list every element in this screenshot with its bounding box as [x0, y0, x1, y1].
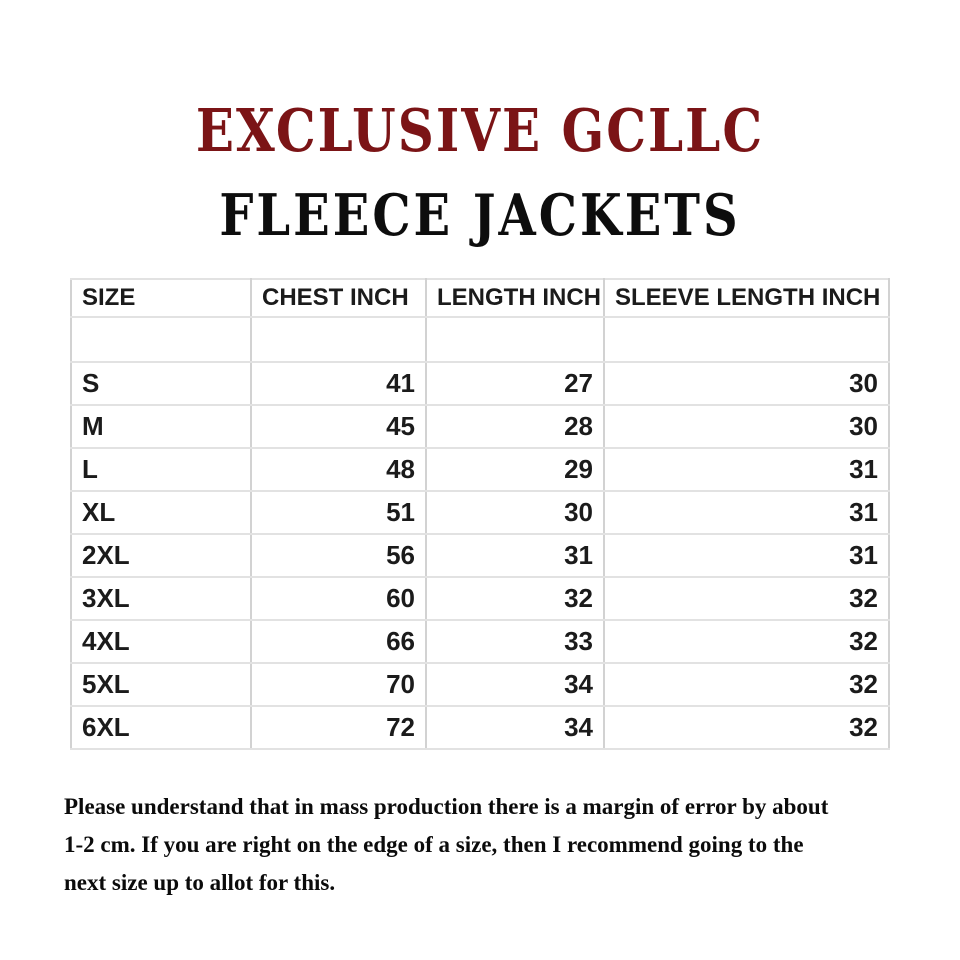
length-cell: 32	[426, 577, 604, 620]
length-cell: 34	[426, 706, 604, 749]
table-row	[71, 706, 889, 749]
page-subtitle: FLEECE JACKETS	[219, 182, 741, 250]
page-title: EXCLUSIVE GCLLC	[195, 95, 765, 166]
size-table	[70, 278, 890, 750]
column-header-chest: CHEST INCH	[251, 279, 426, 317]
length-cell: 33	[426, 620, 604, 663]
sleeve-cell: 31	[604, 534, 889, 577]
length-cell: 34	[426, 663, 604, 706]
chest-cell: 45	[251, 405, 426, 448]
length-cell: 29	[426, 448, 604, 491]
size-cell: L	[71, 448, 251, 491]
length-cell: 27	[426, 362, 604, 405]
length-cell: 30	[426, 491, 604, 534]
table-row	[71, 491, 889, 534]
spacer-cell	[426, 317, 604, 362]
sleeve-cell: 30	[604, 405, 889, 448]
sleeve-cell: 32	[604, 706, 889, 749]
spacer-cell	[71, 317, 251, 362]
sleeve-cell: 32	[604, 620, 889, 663]
chest-cell: 56	[251, 534, 426, 577]
table-row	[71, 362, 889, 405]
sleeve-cell: 30	[604, 362, 889, 405]
spacer-row	[71, 317, 889, 362]
column-header-size: SIZE	[71, 279, 251, 317]
size-cell: 4XL	[71, 620, 251, 663]
size-cell: S	[71, 362, 251, 405]
size-cell: 2XL	[71, 534, 251, 577]
footnote-line: Please understand that in mass production there is a margin of error by about	[64, 794, 829, 819]
sleeve-cell: 31	[604, 448, 889, 491]
chest-cell: 51	[251, 491, 426, 534]
chest-cell: 70	[251, 663, 426, 706]
spacer-cell	[604, 317, 889, 362]
sleeve-cell: 32	[604, 577, 889, 620]
size-cell: M	[71, 405, 251, 448]
header-row	[71, 279, 889, 317]
spacer-cell	[251, 317, 426, 362]
length-cell: 28	[426, 405, 604, 448]
size-cell: XL	[71, 491, 251, 534]
chest-cell: 48	[251, 448, 426, 491]
table-row	[71, 534, 889, 577]
sleeve-cell: 32	[604, 663, 889, 706]
footnote-line: next size up to allot for this.	[64, 870, 336, 895]
chest-cell: 41	[251, 362, 426, 405]
length-cell: 31	[426, 534, 604, 577]
table-row	[71, 405, 889, 448]
chest-cell: 60	[251, 577, 426, 620]
table-row	[71, 577, 889, 620]
column-header-length: LENGTH INCH	[426, 279, 604, 317]
table-row	[71, 663, 889, 706]
size-cell: 3XL	[71, 577, 251, 620]
footnote	[64, 788, 828, 902]
column-header-sleeve: SLEEVE LENGTH INCH	[604, 279, 889, 317]
table-row	[71, 620, 889, 663]
size-cell: 5XL	[71, 663, 251, 706]
sleeve-cell: 31	[604, 491, 889, 534]
chest-cell: 66	[251, 620, 426, 663]
table-row	[71, 448, 889, 491]
size-cell: 6XL	[71, 706, 251, 749]
chest-cell: 72	[251, 706, 426, 749]
footnote-line: 1-2 cm. If you are right on the edge of a size, then I recommend going to the	[64, 832, 804, 857]
